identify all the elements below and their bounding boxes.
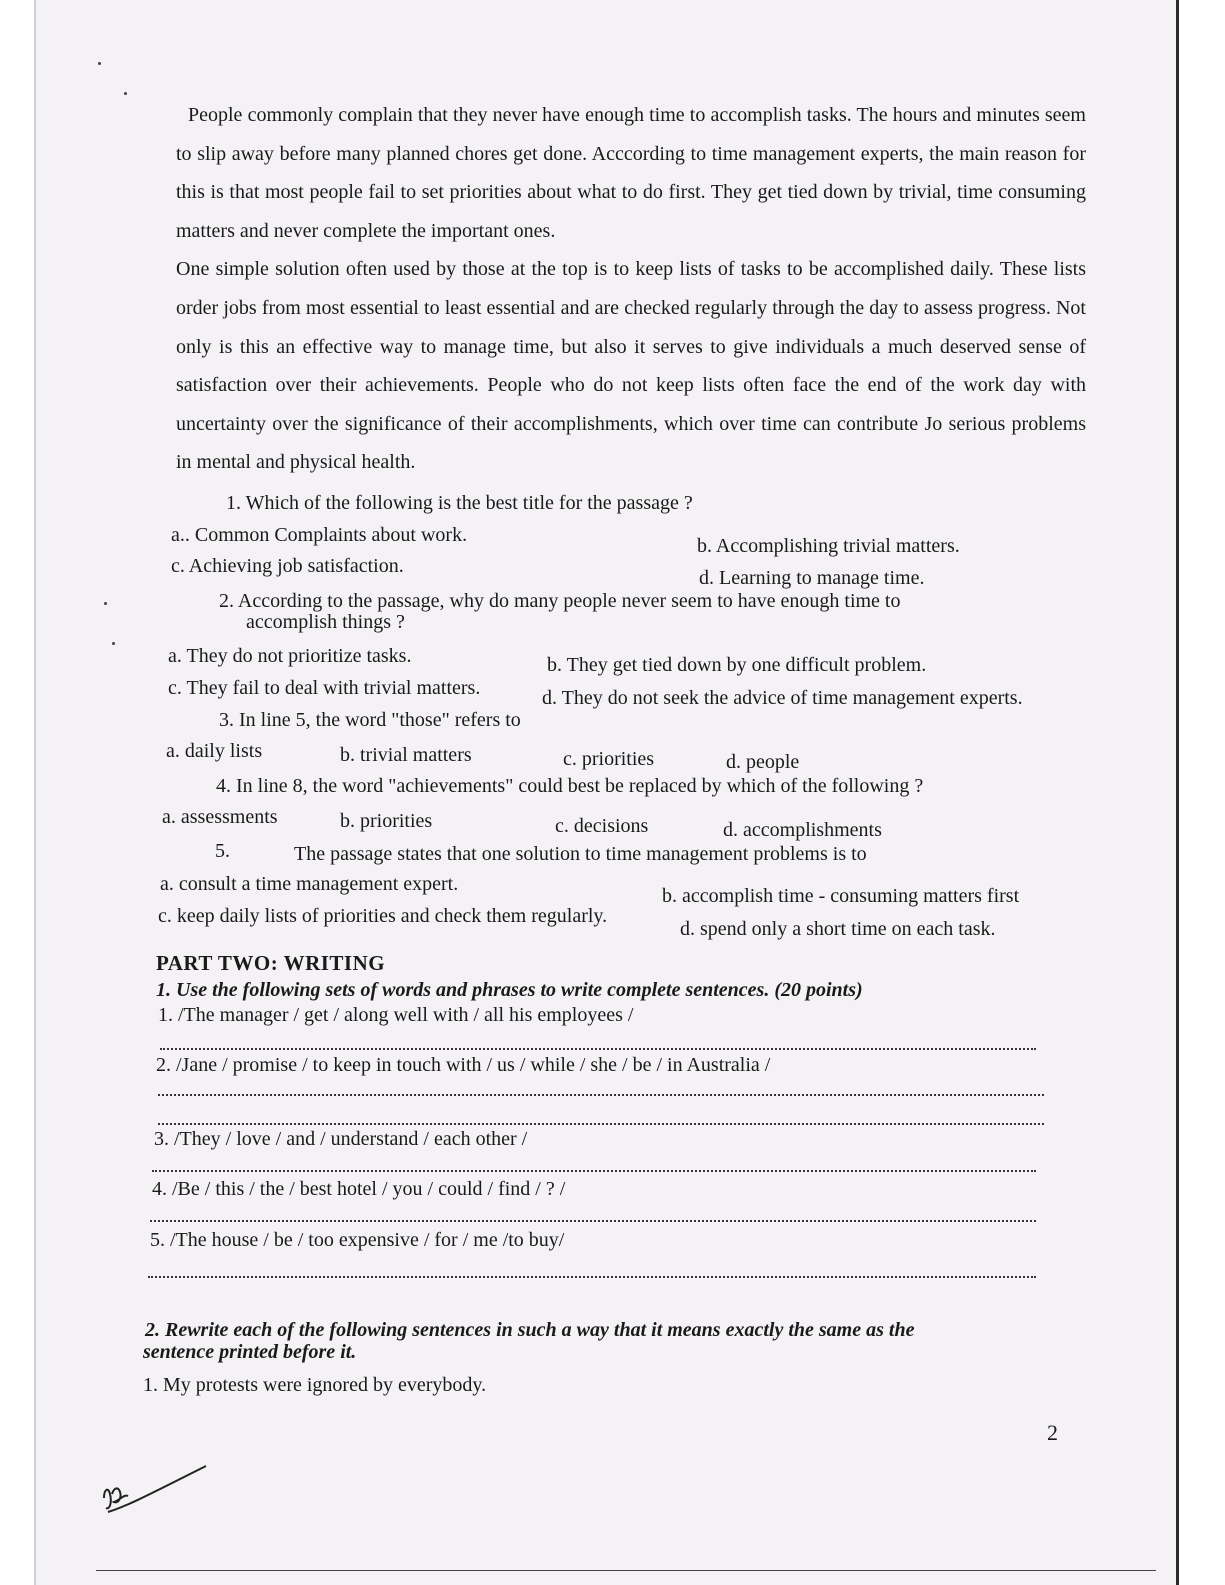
passage-paragraph: People commonly complain that they never have enough time to accomplish tasks. The hours and minutes seem to slip away before many planned chores get done. Acccording to time management experts, the main reason for this is that most people fail to set priorities about what to do first. They get tied down by trivial, time consuming matters and never complete the important ones.: [176, 104, 1086, 242]
answer-line: [148, 1276, 1036, 1278]
writing-item: 1. /The manager / get / along well with / all his employees /: [158, 1004, 634, 1026]
question-4-option-c: c. decisions: [555, 815, 649, 837]
writing-item: 3. /They / love / and / understand / each other /: [154, 1128, 528, 1150]
question-2-option-d: d. They do not seek the advice of time management experts.: [542, 687, 1023, 709]
page-number: 2: [1047, 1420, 1058, 1445]
question-5-option-a: a. consult a time management expert.: [160, 873, 459, 895]
answer-line: [160, 1048, 1036, 1050]
answer-line: [152, 1170, 1036, 1172]
reading-passage: [176, 96, 1086, 482]
answer-line: [150, 1220, 1036, 1222]
answer-line: [158, 1123, 1044, 1125]
question-5-number: 5.: [215, 840, 230, 862]
question-1-option-c: c. Achieving job satisfaction.: [171, 555, 404, 577]
question-3-option-d: d. people: [726, 751, 800, 773]
question-1-stem: 1. Which of the following is the best title for the passage ?: [226, 492, 693, 514]
writing-item: 5. /The house / be / too expensive / for / me /to buy/: [150, 1229, 565, 1251]
bottom-rule: [96, 1570, 1156, 1571]
question-1-option-b: b. Accomplishing trivial matters.: [697, 535, 960, 557]
question-1-option-a: a.. Common Complaints about work.: [171, 524, 468, 546]
question-2-option-a: a. They do not prioritize tasks.: [168, 645, 412, 667]
question-2-stem: 2. According to the passage, why do many people never seem to have enough time to: [219, 590, 901, 612]
writing-instruction-1: 1. Use the following sets of words and phrases to write complete sentences. (20 points): [156, 979, 863, 1001]
writing-item: 2. /Jane / promise / to keep in touch with / us / while / she / be / in Australia /: [156, 1054, 771, 1076]
question-3-option-a: a. daily lists: [166, 740, 263, 762]
rewrite-item: 1. My protests were ignored by everybody.: [143, 1374, 487, 1396]
question-2-stem-continued: accomplish things ?: [246, 611, 405, 633]
answer-line: [158, 1094, 1044, 1096]
question-4-option-d: d. accomplishments: [723, 819, 882, 841]
question-4-stem: 4. In line 8, the word "achievements" could best be replaced by which of the following ?: [216, 775, 924, 797]
writing-instruction-2-continued: sentence printed before it.: [143, 1341, 357, 1363]
question-3-option-b: b. trivial matters: [340, 744, 472, 766]
writing-item: 4. /Be / this / the / best hotel / you / could / find / ? /: [152, 1178, 566, 1200]
writing-instruction-2: 2. Rewrite each of the following sentences in such a way that it means exactly the same as the: [145, 1319, 915, 1341]
question-3-option-c: c. priorities: [563, 748, 655, 770]
passage-paragraph: One simple solution often used by those at the top is to keep lists of tasks to be accomplished daily. These lists order jobs from most essential to least essential and are checked regularly through the day to assess progress. Not only is this an effective way to manage time, but also it serves to give individuals a much deserved sense of satisfaction over their achievements. People who do not keep lists often face the end of the work day with uncertainty over the significance of their accomplishments, which over time can contribute Jo serious problems in mental and physical health.: [176, 258, 1086, 474]
question-5-option-c: c. keep daily lists of priorities and check them regularly.: [158, 905, 608, 927]
question-4-option-b: b. priorities: [340, 810, 433, 832]
question-1-option-d: d. Learning to manage time.: [699, 567, 925, 589]
question-3-stem: 3. In line 5, the word "those" refers to: [219, 709, 521, 731]
question-4-option-a: a. assessments: [162, 806, 278, 828]
question-2-option-c: c. They fail to deal with trivial matters.: [168, 677, 481, 699]
signature-mark: [98, 1460, 218, 1535]
section-heading: PART TWO: WRITING: [156, 951, 386, 975]
question-5-stem: The passage states that one solution to time management problems is to: [294, 843, 867, 865]
question-2-option-b: b. They get tied down by one difficult problem.: [547, 654, 927, 676]
question-5-option-b: b. accomplish time - consuming matters first: [662, 885, 1020, 907]
question-5-option-d: d. spend only a short time on each task.: [680, 918, 996, 940]
